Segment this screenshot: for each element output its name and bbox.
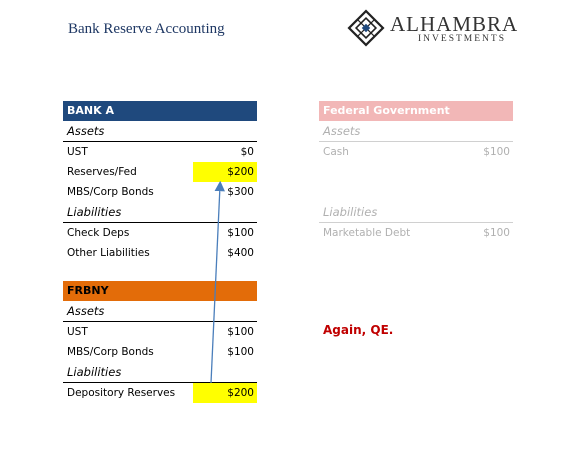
row-label: MBS/Corp Bonds xyxy=(67,186,154,198)
frbny-header: FRBNY xyxy=(63,281,257,301)
row-value: $100 xyxy=(483,227,510,239)
row-value: $300 xyxy=(227,186,254,198)
row-value: $100 xyxy=(227,326,254,338)
row-label: Check Deps xyxy=(67,227,130,239)
logo-name: ALHAMBRA xyxy=(390,12,519,36)
row-value: $100 xyxy=(227,227,254,239)
row-label: UST xyxy=(67,146,88,158)
bank-a-liabilities-label: Liabilities xyxy=(63,202,257,223)
row-value: $100 xyxy=(227,346,254,358)
frbny-assets-label: Assets xyxy=(63,301,257,322)
annotation-note: Again, QE. xyxy=(323,323,394,337)
row-label: MBS/Corp Bonds xyxy=(67,346,154,358)
row-value: $400 xyxy=(227,247,254,259)
row-label: Marketable Debt xyxy=(323,227,411,239)
row-label: Depository Reserves xyxy=(67,387,176,399)
row-label: UST xyxy=(67,326,88,338)
row-label: Reserves/Fed xyxy=(67,166,137,178)
row-value-highlighted: $200 xyxy=(193,383,257,403)
fedgov-liabilities-label: Liabilities xyxy=(319,202,513,223)
row-value-highlighted: $200 xyxy=(193,162,257,182)
frbny-liabilities-label: Liabilities xyxy=(63,362,257,383)
bank-a-assets-label: Assets xyxy=(63,121,257,142)
bank-a-header: BANK A xyxy=(63,101,257,121)
row-label: Cash xyxy=(323,146,349,158)
row-label: Other Liabilities xyxy=(67,247,150,259)
logo-subtitle: INVESTMENTS xyxy=(418,34,506,44)
page-title: Bank Reserve Accounting xyxy=(68,21,225,37)
fedgov-header: Federal Government xyxy=(319,101,513,121)
row-value: $0 xyxy=(240,146,254,158)
fedgov-assets-label: Assets xyxy=(319,121,513,142)
row-value: $100 xyxy=(483,146,510,158)
